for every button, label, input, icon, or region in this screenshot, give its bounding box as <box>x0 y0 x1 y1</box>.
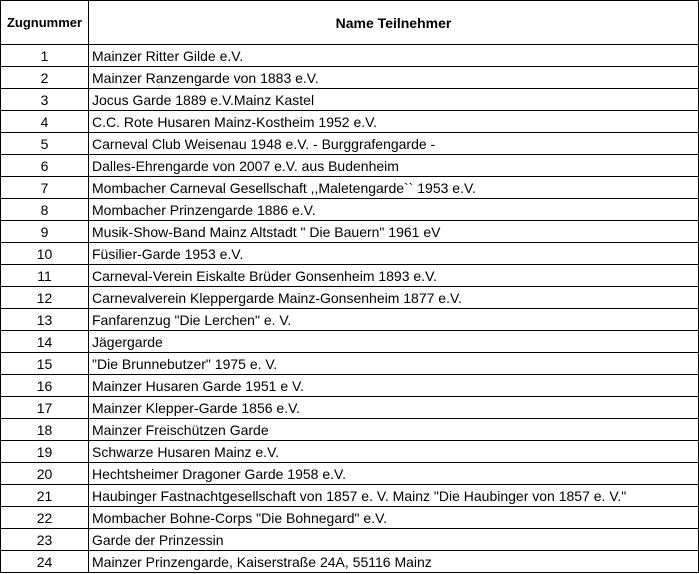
table-row <box>1 243 699 265</box>
participant-name: Mainzer Ritter Gilde e.V. <box>89 45 699 67</box>
participant-name: Garde der Prinzessin <box>89 529 699 551</box>
participant-name: Jägergarde <box>89 331 699 353</box>
table-row <box>1 485 699 507</box>
participant-name: Mainzer Prinzengarde, Kaiserstraße 24A, 55116 Mainz <box>89 551 699 573</box>
table-row <box>1 111 699 133</box>
row-number: 13 <box>1 309 89 331</box>
participant-name: Carneval-Verein Eiskalte Brüder Gonsenheim 1893 e.V. <box>89 265 699 287</box>
row-number: 20 <box>1 463 89 485</box>
row-number: 15 <box>1 353 89 375</box>
table-row <box>1 221 699 243</box>
participant-name: Mainzer Freischützen Garde <box>89 419 699 441</box>
table-row <box>1 507 699 529</box>
table-row <box>1 287 699 309</box>
row-number: 4 <box>1 111 89 133</box>
table-row <box>1 441 699 463</box>
table-row <box>1 199 699 221</box>
table-row <box>1 155 699 177</box>
table-row <box>1 309 699 331</box>
table-row <box>1 331 699 353</box>
header-zugnummer: Zugnummer <box>1 1 89 45</box>
participant-name: Dalles-Ehrengarde von 2007 e.V. aus Budenheim <box>89 155 699 177</box>
participant-name: Schwarze Husaren Mainz e.V. <box>89 441 699 463</box>
row-number: 10 <box>1 243 89 265</box>
row-number: 5 <box>1 133 89 155</box>
row-number: 22 <box>1 507 89 529</box>
table-row <box>1 419 699 441</box>
row-number: 3 <box>1 89 89 111</box>
participant-name: Mombacher Bohne-Corps "Die Bohnegard" e.V. <box>89 507 699 529</box>
row-number: 21 <box>1 485 89 507</box>
row-number: 18 <box>1 419 89 441</box>
participant-name: C.C. Rote Husaren Mainz-Kostheim 1952 e.V. <box>89 111 699 133</box>
row-number: 14 <box>1 331 89 353</box>
row-number: 19 <box>1 441 89 463</box>
row-number: 8 <box>1 199 89 221</box>
table-row <box>1 529 699 551</box>
row-number: 11 <box>1 265 89 287</box>
table-row <box>1 177 699 199</box>
header-name-teilnehmer: Name Teilnehmer <box>89 1 699 45</box>
row-number: 16 <box>1 375 89 397</box>
row-number: 2 <box>1 67 89 89</box>
table-row <box>1 67 699 89</box>
participant-name: "Die Brunnebutzer" 1975 e. V. <box>89 353 699 375</box>
table-row <box>1 133 699 155</box>
participant-name: Hechtsheimer Dragoner Garde 1958 e.V. <box>89 463 699 485</box>
participant-name: Mainzer Ranzengarde von 1883 e.V. <box>89 67 699 89</box>
table-row <box>1 397 699 419</box>
table-row <box>1 45 699 67</box>
row-number: 12 <box>1 287 89 309</box>
row-number: 23 <box>1 529 89 551</box>
participant-name: Musik-Show-Band Mainz Altstadt " Die Bauern" 1961 eV <box>89 221 699 243</box>
row-number: 24 <box>1 551 89 573</box>
table-row <box>1 265 699 287</box>
table-row <box>1 89 699 111</box>
participant-name: Mainzer Klepper-Garde 1856 e.V. <box>89 397 699 419</box>
participant-name: Mombacher Carneval Gesellschaft ,,Maletengarde`` 1953 e.V. <box>89 177 699 199</box>
row-number: 6 <box>1 155 89 177</box>
participant-name: Carneval Club Weisenau 1948 e.V. - Burggrafengarde - <box>89 133 699 155</box>
participant-name: Mombacher Prinzengarde 1886 e.V. <box>89 199 699 221</box>
table-row <box>1 353 699 375</box>
participant-name: Füsilier-Garde 1953 e.V. <box>89 243 699 265</box>
table-body <box>1 45 699 573</box>
participant-name: Carnevalverein Kleppergarde Mainz-Gonsenheim 1877 e.V. <box>89 287 699 309</box>
row-number: 7 <box>1 177 89 199</box>
participant-name: Mainzer Husaren Garde 1951 e V. <box>89 375 699 397</box>
table-row <box>1 463 699 485</box>
row-number: 17 <box>1 397 89 419</box>
table-row <box>1 551 699 573</box>
participant-name: Fanfarenzug "Die Lerchen" e. V. <box>89 309 699 331</box>
row-number: 9 <box>1 221 89 243</box>
participant-name: Jocus Garde 1889 e.V.Mainz Kastel <box>89 89 699 111</box>
row-number: 1 <box>1 45 89 67</box>
table-row <box>1 375 699 397</box>
header-row <box>1 1 699 45</box>
participant-name: Haubinger Fastnachtgesellschaft von 1857 e. V. Mainz "Die Haubinger von 1857 e. V." <box>89 485 699 507</box>
